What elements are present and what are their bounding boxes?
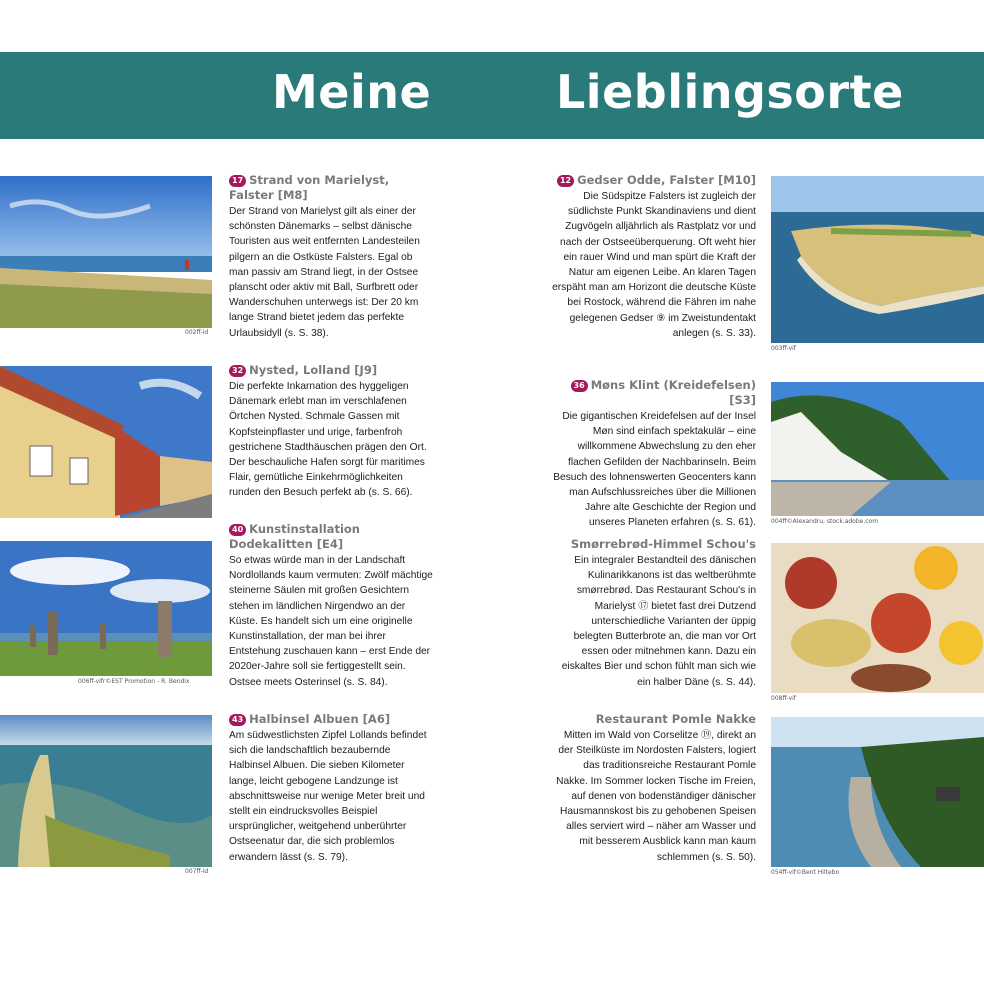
title-word-left: Meine (272, 65, 432, 119)
photo-marielyst-beach (0, 176, 212, 328)
number-badge: 17 (229, 175, 246, 187)
entry-heading: 17 Strand von Marielyst, Falster [M8] (229, 173, 390, 202)
number-badge: 43 (229, 714, 246, 726)
number-badge: 12 (557, 175, 574, 187)
entry-heading: 12 Gedser Odde, Falster [M10] (551, 173, 756, 188)
entry-albuen (229, 712, 434, 865)
entry-pomle-nakke (551, 712, 756, 865)
entry-heading: 40 Kunstinstallation Dodekalitten [E4] (229, 522, 360, 551)
entry-dodekalitten (229, 522, 434, 690)
number-badge: 40 (229, 524, 246, 536)
photo-nysted-street (0, 366, 212, 518)
entry-text: Die gigantischen Kreidefelsen auf der Insel Møn sind einfach spektakulär – eine willkommene Abwechslung zu den eher flachen Gefilden der Nachbarinseln. Beim Besuch des lohnenswerten Geocenters kann man Aufschlussreiches über die Millionen Jahre alte Geschichte der Region und unseres Planeten erfahren (s. S. 61). (553, 411, 756, 529)
title-word-right: Lieblingsorte (556, 65, 904, 119)
photo-pomle-nakke (771, 717, 984, 867)
entry-smorrebrod (551, 537, 756, 690)
entry-mons-klint (551, 378, 756, 531)
photo-credit: 004ff©Alexandru, stock.adobe.com (771, 518, 879, 525)
entry-text: So etwas würde man in der Landschaft Nordlollands kaum vermuten: Zwölf mächtige steinerne Säulen mit großen Gesichtern stehen im ländlichen Nirgendwo an der Küste. Es handelt sich um eine originelle Kunstinstallation, der man bei ihrer Entstehung zuschauen kann – erst Ende der 2020er-Jahre soll sie fertiggestellt sein. Ostsee meets Osterinsel (s. S. 84). (229, 555, 433, 688)
entry-heading: 32 Nysted, Lolland [J9] (229, 363, 434, 378)
photo-credit: 002ff-id (185, 329, 209, 336)
entry-heading: 43 Halbinsel Albuen [A6] (229, 712, 434, 727)
photo-credit: 003ff-vif (771, 345, 796, 352)
entry-text: Mitten im Wald von Corselitze ⑲, direkt an der Steilküste im Nordosten Falsters, logiert das traditionsreiche Restaurant Pomle Nakke. Im Sommer locken Tische im Freien, auf denen von bodenständiger dänischer Hausmannskost bis zu gehobenen Speisen alles serviert wird – näher am Wasser und mit besserem Ausblick kann man kaum schlemmen (s. S. 50). (556, 730, 756, 863)
entry-gedser-odde (551, 173, 756, 341)
title-banner (0, 52, 984, 139)
entry-text: Der Strand von Marielyst gilt als einer der schönsten Dänemarks – selbst dänische Touristen aus weit entfernten Landesteilen pilgern an die Ostküste Falsters. Egal ob man passiv am Strand liegt, in der Ostsee planscht oder aktiv mit Ball, Surfbrett oder Wanderschuhen unterwegs ist: Der 20 km lange Strand bietet jedem das perfekte Urlaubsidyll (s. S. 38). (229, 206, 420, 339)
entry-heading: Restaurant Pomle Nakke (595, 712, 756, 726)
entry-text: Ein integraler Bestandteil des dänischen Kulinarikkanons ist das weltberühmte smørrebrød. Das Restaurant Schou's in Marielyst ⑰ bietet fast drei Dutzend unterschiedliche Varianten der üppig belegten Butterbrote an, die man vor Ort essen oder mitnehmen kann. Dazu ein eiskaltes Bier und schon fühlt man sich wie ein halber Däne (s. S. 44). (561, 555, 756, 688)
entry-marielyst (229, 173, 434, 341)
photo-credit: 007ff-id (185, 868, 209, 875)
entry-text: Die perfekte Inkarnation des hyggeligen Dänemark erlebt man im verschlafenen Örtchen Nysted. Schmale Gassen mit Kopfsteinpflaster und urige, farbenfroh gestrichene Stadthäuschen prägen den Ort. Der beschauliche Hafen sorgt für maritimes Flair, gemütliche Einkehrmöglichkeiten runden den Besuch perfekt ab (s. S. 66). (229, 381, 427, 499)
entry-heading: Smørrebrød-Himmel Schou's (570, 537, 756, 551)
photo-mons-klint (771, 382, 984, 516)
photo-credit: 006ff-vifr©EST Promotion - R. Bendix (78, 678, 190, 685)
photo-smorrebrod (771, 543, 984, 693)
number-badge: 36 (571, 380, 588, 392)
photo-dodekalitten (0, 541, 212, 676)
entry-text: Am südwestlichsten Zipfel Lollands befindet sich die landschaftlich bezaubernde Halbinsel Albuen. Die sieben Kilometer lange, leicht gebogene Landzunge ist abschnittsweise nur wenige Meter breit und stellt ein eindrucksvolles Beispiel ursprünglicher, weitgehend unberührter Ostseenatur dar, die sich problemlos erwandern lässt (s. S. 79). (229, 730, 427, 863)
photo-credit: 008ff-vif (771, 695, 796, 702)
entry-nysted (229, 363, 434, 501)
photo-albuen-peninsula (0, 715, 212, 867)
number-badge: 32 (229, 365, 246, 377)
photo-gedser-odde (771, 176, 984, 343)
photo-credit: 054ff-vif©Bent Hiltebo (771, 869, 840, 876)
entry-heading: 36 Møns Klint (Kreidefelsen) [S3] (551, 378, 756, 408)
entry-text: Die Südspitze Falsters ist zugleich der südlichste Punkt Skandinaviens und dient Zugvögeln alljährlich als Rastplatz vor und nach der Ostseeüberquerung. Oft weht hier ein rauer Wind und man spürt die Kraft der Natur am eigenen Leibe. An klaren Tagen erspäht man am Horizont die deutsche Küste bei Rostock, während die Fähren im nahe gelegenen Gedser ⑨ im Zweistundentakt anlegen (s. S. 33). (552, 191, 756, 339)
